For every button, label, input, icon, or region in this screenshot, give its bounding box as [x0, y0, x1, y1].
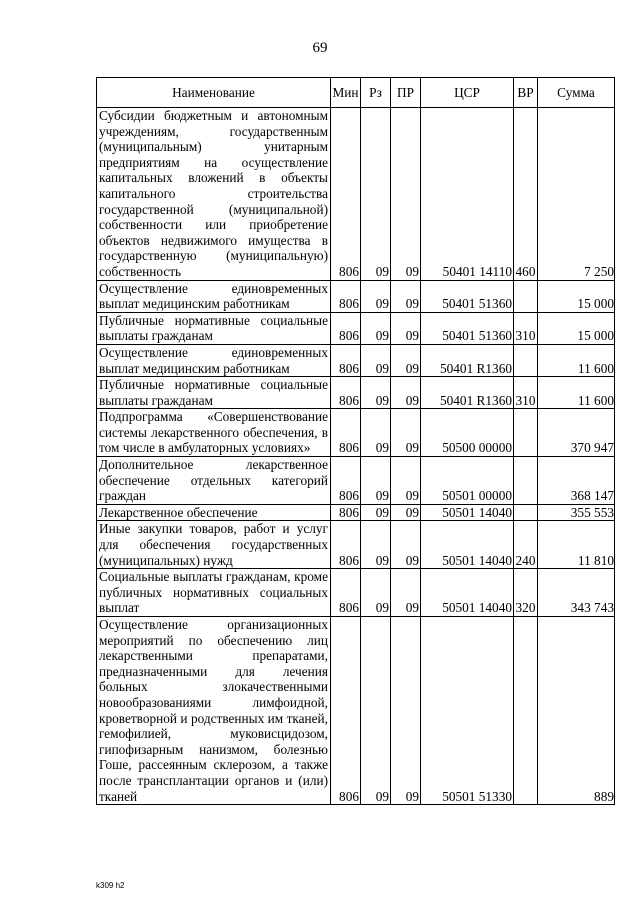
row-min: 806 [331, 377, 361, 409]
row-pr: 09 [391, 457, 421, 505]
row-rz: 09 [361, 617, 391, 805]
row-rz: 09 [361, 280, 391, 312]
row-vr [514, 617, 538, 805]
row-min: 806 [331, 312, 361, 344]
row-sum: 889 [538, 617, 615, 805]
row-vr: 320 [514, 569, 538, 617]
row-vr: 240 [514, 521, 538, 569]
page-number: 69 [312, 40, 328, 56]
row-csr: 50501 14040 [421, 569, 514, 617]
row-pr: 09 [391, 569, 421, 617]
row-name: Лекарственное обеспечение [97, 504, 331, 521]
row-rz: 09 [361, 521, 391, 569]
table-row [97, 344, 615, 376]
row-min: 806 [331, 617, 361, 805]
table-row [97, 409, 615, 457]
row-csr: 50501 00000 [421, 457, 514, 505]
table-row [97, 457, 615, 505]
row-name: Социальные выплаты гражданам, кроме публичных нормативных социальных выплат [97, 569, 331, 617]
row-sum: 355 553 [538, 504, 615, 521]
row-vr: 310 [514, 312, 538, 344]
budget-table [96, 77, 615, 805]
row-sum: 11 810 [538, 521, 615, 569]
row-csr: 50401 R1360 [421, 377, 514, 409]
row-name: Осуществление единовременных выплат медицинским работникам [97, 344, 331, 376]
row-csr: 50501 51330 [421, 617, 514, 805]
row-sum: 15 000 [538, 312, 615, 344]
row-sum: 7 250 [538, 108, 615, 281]
row-vr [514, 344, 538, 376]
table-header-row [97, 78, 615, 108]
row-pr: 09 [391, 108, 421, 281]
row-pr: 09 [391, 504, 421, 521]
row-pr: 09 [391, 617, 421, 805]
footer-code: k309 h2 [96, 881, 125, 890]
row-sum: 343 743 [538, 569, 615, 617]
table-row [97, 377, 615, 409]
row-min: 806 [331, 280, 361, 312]
row-name: Подпрограмма «Совершенствование системы лекарственного обеспечения, в том числе в амбулаторных условиях» [97, 409, 331, 457]
table-row [97, 569, 615, 617]
row-vr: 310 [514, 377, 538, 409]
row-sum: 11 600 [538, 344, 615, 376]
row-pr: 09 [391, 521, 421, 569]
row-min: 806 [331, 569, 361, 617]
row-rz: 09 [361, 409, 391, 457]
header-rz: Рз [361, 78, 391, 108]
row-name: Осуществление единовременных выплат медицинским работникам [97, 280, 331, 312]
row-min: 806 [331, 108, 361, 281]
row-pr: 09 [391, 377, 421, 409]
row-pr: 09 [391, 344, 421, 376]
row-name: Осуществление организационных мероприятий по обеспечению лиц лекарственными препаратами, предназначенными для лечения больных злокачественными новообразованиями лимфоидной, кроветворной и родственных им тканей, гемофилией, муковисцидозом, гипофизарным нанизмом, болезнью Гоше, рассеянным склерозом, а также после трансплантации органов и (или) тканей [97, 617, 331, 805]
row-sum: 15 000 [538, 280, 615, 312]
row-csr: 50401 14110 [421, 108, 514, 281]
row-csr: 50501 14040 [421, 521, 514, 569]
table-row [97, 280, 615, 312]
row-rz: 09 [361, 344, 391, 376]
row-rz: 09 [361, 108, 391, 281]
table-row [97, 504, 615, 521]
row-rz: 09 [361, 377, 391, 409]
row-vr [514, 457, 538, 505]
row-name: Дополнительное лекарственное обеспечение отдельных категорий граждан [97, 457, 331, 505]
row-csr: 50401 R1360 [421, 344, 514, 376]
table-row [97, 617, 615, 805]
row-name: Иные закупки товаров, работ и услуг для обеспечения государственных (муниципальных) нужд [97, 521, 331, 569]
row-sum: 370 947 [538, 409, 615, 457]
row-sum: 368 147 [538, 457, 615, 505]
row-vr [514, 504, 538, 521]
row-pr: 09 [391, 280, 421, 312]
row-name: Публичные нормативные социальные выплаты гражданам [97, 377, 331, 409]
row-rz: 09 [361, 457, 391, 505]
table-row [97, 312, 615, 344]
row-csr: 50401 51360 [421, 312, 514, 344]
row-sum: 11 600 [538, 377, 615, 409]
header-min: Мин [331, 78, 361, 108]
row-rz: 09 [361, 312, 391, 344]
row-vr: 460 [514, 108, 538, 281]
row-vr [514, 280, 538, 312]
row-csr: 50500 00000 [421, 409, 514, 457]
header-csr: ЦСР [421, 78, 514, 108]
row-min: 806 [331, 409, 361, 457]
row-rz: 09 [361, 569, 391, 617]
row-rz: 09 [361, 504, 391, 521]
header-pr: ПР [391, 78, 421, 108]
row-pr: 09 [391, 409, 421, 457]
header-sum: Сумма [538, 78, 615, 108]
table-row [97, 521, 615, 569]
row-name: Субсидии бюджетным и автономным учреждениям, государственным (муниципальным) унитарным предприятиям на осуществление капитальных вложений в объекты капитального строительства государственной (муниципальной) собственности или приобретение объектов недвижимого имущества в государственную (муниципальную) собственность [97, 108, 331, 281]
header-name: Наименование [97, 78, 331, 108]
row-min: 806 [331, 344, 361, 376]
row-csr: 50501 14040 [421, 504, 514, 521]
row-min: 806 [331, 457, 361, 505]
row-csr: 50401 51360 [421, 280, 514, 312]
row-pr: 09 [391, 312, 421, 344]
row-min: 806 [331, 521, 361, 569]
row-name: Публичные нормативные социальные выплаты гражданам [97, 312, 331, 344]
table-row [97, 108, 615, 281]
row-min: 806 [331, 504, 361, 521]
header-vr: ВР [514, 78, 538, 108]
row-vr [514, 409, 538, 457]
